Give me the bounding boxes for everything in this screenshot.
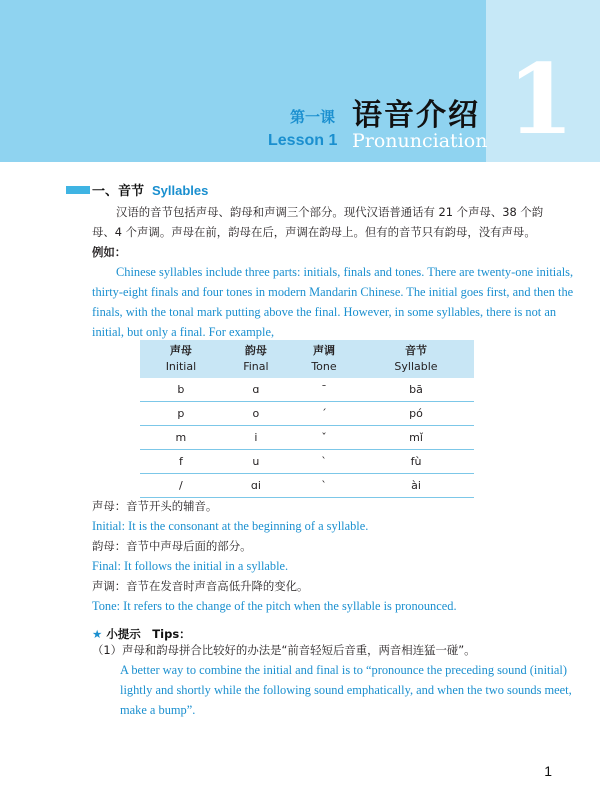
cell-syllable: bā [358, 378, 474, 402]
example-label: 例如： [92, 245, 127, 259]
intro-en-line-2: thirty-eight finals and four tones in modern Mandarin Chinese. The initial goes first, and then the [92, 285, 574, 299]
cell-final: u [222, 450, 290, 474]
cell-tone: ˋ [290, 450, 358, 474]
cell-final: ɑi [222, 474, 290, 498]
cell-syllable: mǐ [358, 426, 474, 450]
cell-final: i [222, 426, 290, 450]
tip-1-en-line-3: make a bump”. [120, 703, 196, 717]
cell-initial: f [140, 450, 222, 474]
section-heading-cn: 一、音节 [92, 184, 145, 199]
definition-final-en: Final: It follows the initial in a syllable. [92, 559, 289, 573]
definition-tone-en: Tone: It refers to the change of the pitch when the syllable is pronounced. [92, 599, 457, 613]
table-row [140, 474, 474, 498]
tip-1-cn: （1）声母和韵母拼合比较好的办法是“前音轻短后音重，两音相连猛一碰”。 [92, 643, 476, 657]
tip-1-en-line-1: A better way to combine the initial and final is to “pronounce the preceding sound (initial) [120, 663, 567, 677]
section-heading-en: Syllables [152, 183, 209, 198]
definition-final-cn: 韵母：音节中声母后面的部分。 [92, 539, 252, 553]
header-initial: 声母 Initial [140, 340, 222, 378]
syllable-table [140, 340, 474, 498]
header-final: 韵母 Final [222, 340, 290, 378]
intro-cn-line-1: 汉语的音节包括声母、韵母和声调三个部分。现代汉语普通话有 21 个声母、38 个韵 [116, 205, 544, 219]
cell-syllable: pó [358, 402, 474, 426]
intro-cn-line-2: 母、4 个声调。声母在前，韵母在后，声调在韵母上。但有的音节只有韵母，没有声母。 [92, 225, 536, 239]
table-row [140, 450, 474, 474]
cell-final: ɑ [222, 378, 290, 402]
header-tone: 声调 Tone [290, 340, 358, 378]
cell-initial: b [140, 378, 222, 402]
cell-tone: ˋ [290, 474, 358, 498]
cell-tone: ˊ [290, 402, 358, 426]
definition-initial-cn: 声母：音节开头的辅音。 [92, 499, 218, 513]
cell-final: o [222, 402, 290, 426]
tips-title: 小提示 Tips： [106, 627, 191, 641]
lesson-title-cn: 语音介绍 [352, 98, 480, 133]
tip-1-en-line-2: lightly and shortly while the following sound emphatically, and when the two sounds meet, [120, 683, 572, 697]
cell-syllable: ài [358, 474, 474, 498]
lesson-number: 1 [507, 43, 574, 156]
definition-initial-en: Initial: It is the consonant at the beginning of a syllable. [92, 519, 369, 533]
intro-en-line-4: initial, but only a final. For example, [92, 325, 275, 339]
definition-tone-cn: 声调：音节在发音时声音高低升降的变化。 [92, 579, 309, 593]
table-row [140, 378, 474, 402]
lesson-label-en: Lesson 1 [268, 132, 338, 149]
lesson-label-cn: 第一课 [290, 108, 336, 126]
star-icon: ★ [92, 627, 103, 641]
table-row [140, 402, 474, 426]
cell-initial: / [140, 474, 222, 498]
cell-syllable: fù [358, 450, 474, 474]
intro-en-line-1: Chinese syllables include three parts: initials, finals and tones. There are twenty-one initials, [116, 265, 574, 279]
section-marker [66, 186, 90, 194]
table-row [140, 426, 474, 450]
cell-initial: p [140, 402, 222, 426]
lesson-title-en: Pronunciation [352, 130, 488, 152]
section-heading [92, 180, 208, 199]
cell-tone: ˇ [290, 426, 358, 450]
cell-tone: ˉ [290, 378, 358, 402]
table-header-row [140, 340, 474, 378]
intro-en-line-3: finals, with the tonal mark putting above the final. However, in some syllables, there is not an [92, 305, 557, 319]
cell-initial: m [140, 426, 222, 450]
page-number: 1 [544, 763, 552, 779]
header-syllable: 音节 Syllable [358, 340, 474, 378]
